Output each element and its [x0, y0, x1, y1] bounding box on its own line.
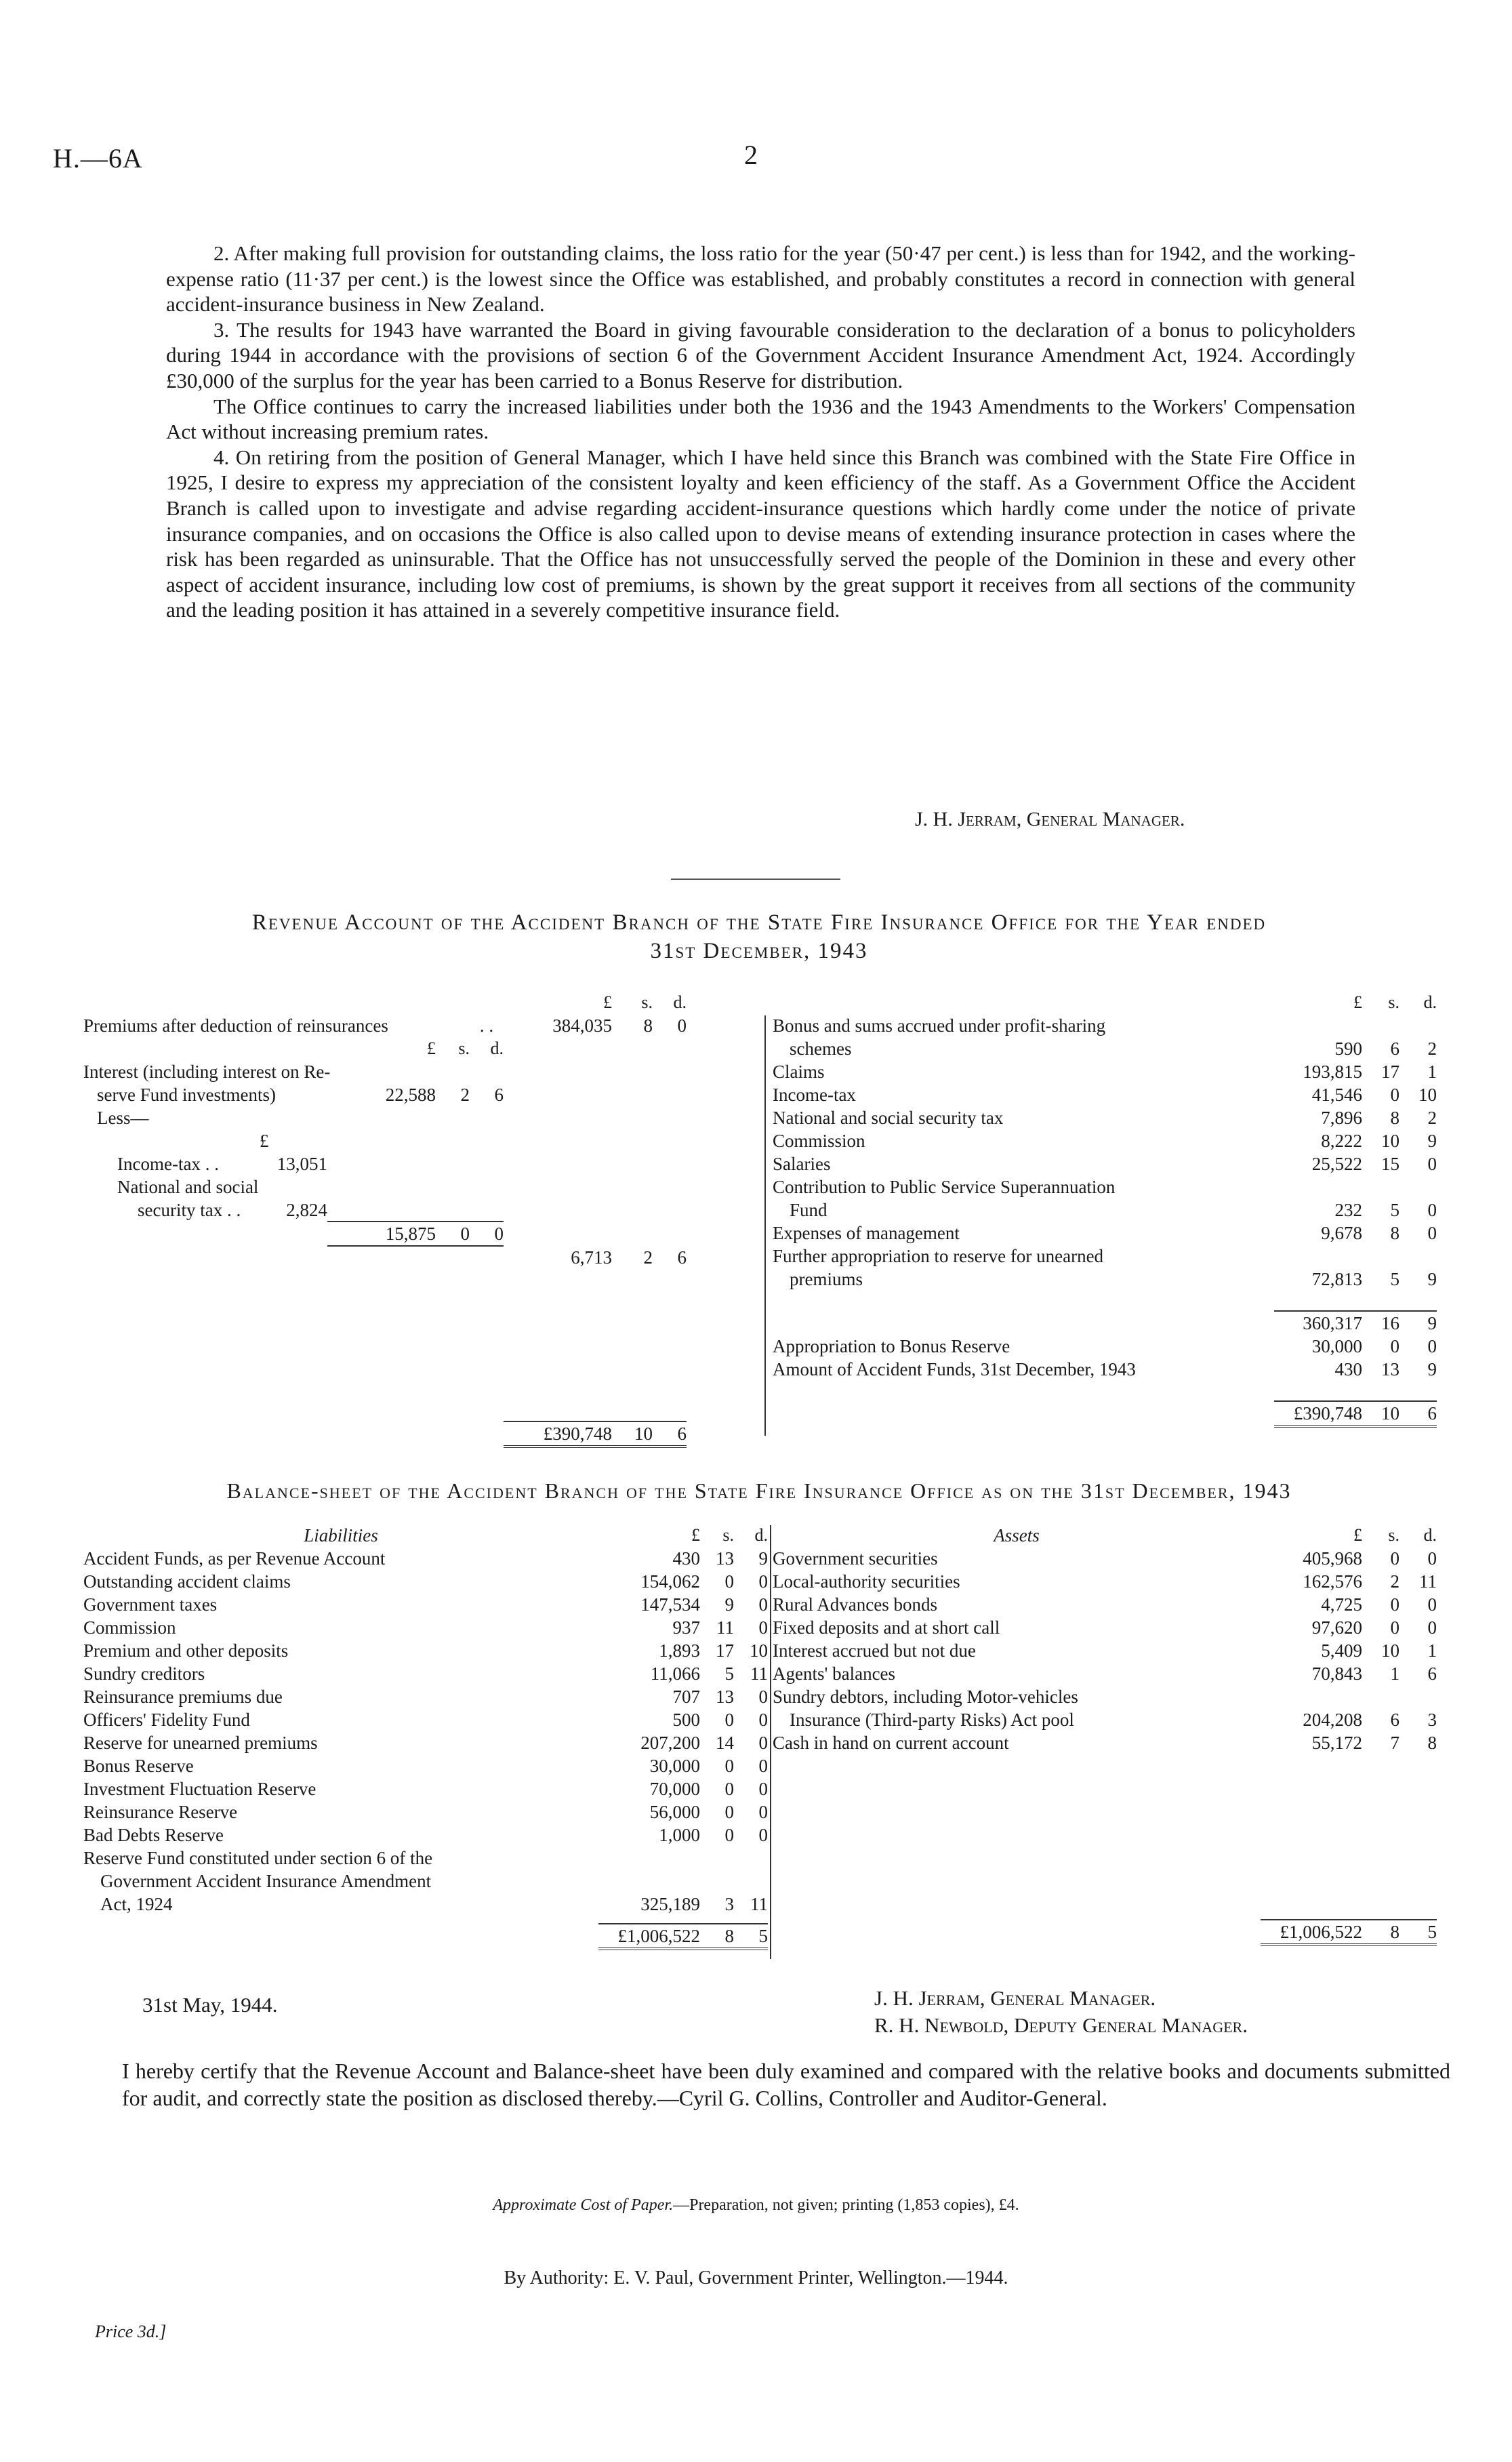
- section-divider: [671, 879, 840, 880]
- table-row: Reserve for unearned premiums 207,200 14 0: [83, 1733, 768, 1753]
- table-row: serve Fund investments) 22,588 2 6: [97, 1085, 504, 1105]
- table-row: Expenses of management 9,678 8 0: [773, 1223, 1437, 1243]
- table-row: premiums 72,813 5 9: [790, 1269, 1437, 1289]
- balance-sheet-title: Balance-sheet of the Accident Branch of the State Fire Insurance Office as on the 31st December, 1943: [226, 1478, 1292, 1503]
- paragraph-4: 4. On retiring from the position of General Manager, which I have held since this Branch was combined with the State Fire Office in 1925, I desire to express my appreciation of the consistent loyalty and keen efficiency of the staff. As a Government Office the Accident Branch is called upon to investigate and advise regarding accident-insurance questions which hardly come under the notice of private insurance companies, and on occasions the Office is also called upon to devise means of extending insurance protection in cases where the risk has been regarded as uninsurable. That the Office has not unsuccessfully served the people of the Dominion in these and every other aspect of accident insurance, including low cost of premiums, is shown by the great support it receives from all sections of the community and the leading position it has attained in a severely competitive insurance field.: [166, 445, 1355, 622]
- table-row: Cash in hand on current account 55,172 7 8: [773, 1733, 1437, 1753]
- paragraph-3b: The Office continues to carry the increased liabilities under both the 1936 and the 1943 Amendments to the Workers' Compensation Act without increasing premium rates.: [166, 394, 1355, 444]
- table-row: Reinsurance premiums due 707 13 0: [83, 1687, 768, 1707]
- table-row: Local-authority securities 162,576 2 11: [773, 1571, 1437, 1592]
- table-row: Insurance (Third-party Risks) Act pool 204,208 6 3: [790, 1710, 1437, 1730]
- table-row: Salaries 25,522 15 0: [773, 1154, 1437, 1174]
- revenue-title-line1: Revenue Account of the Accident Branch of the State Fire Insurance Office for the Year ended: [251, 910, 1267, 935]
- table-row: Sundry debtors, including Motor-vehicles: [773, 1687, 1078, 1707]
- table-row: Rural Advances bonds 4,725 0 0: [773, 1594, 1437, 1615]
- table-row: 15,875 0 0: [83, 1222, 761, 1246]
- table-row: Reserve Fund constituted under section 6 of the: [83, 1848, 433, 1868]
- signature-deputy-manager: R. H. Newbold, Deputy General Manager.: [874, 2013, 1248, 2037]
- table-row: Further appropriation to reserve for unearned: [773, 1246, 1104, 1266]
- table-row: Fixed deposits and at short call 97,620 0 0: [773, 1617, 1437, 1638]
- table-row: Investment Fluctuation Reserve 70,000 0 0: [83, 1779, 768, 1799]
- cost-of-paper: Approximate Cost of Paper.—Preparation, not given; printing (1,853 copies), £4.: [493, 2196, 1019, 2214]
- liabilities-heading: Liabilities: [304, 1525, 378, 1546]
- table-row: Sundry creditors 11,066 5 11: [83, 1663, 768, 1684]
- report-text: [166, 241, 1355, 623]
- table-row: Reinsurance Reserve 56,000 0 0: [83, 1802, 768, 1822]
- table-row: Fund 232 5 0: [790, 1200, 1437, 1220]
- revenue-income-side: [83, 991, 761, 1448]
- revenue-column-divider: [764, 1015, 766, 1436]
- signature-general-manager-2: J. H. Jerram, General Manager.: [874, 1986, 1156, 2010]
- liabilities-table: Liabilities £ s. d. Accident Funds, as per Revenue Account 430 13 9 Outstanding accident claims 154,062 0 0 Government taxes 147,534 9 0 Commission 937 11 0 Premium and other deposits 1,893 17 10 Sundry creditors 11,066 5 11 Reinsurance premiums due 707 13 0 Officers' Fidelity Fund 500 0 0 Reserve for unearned premiums 207,200 14 0 Bonus Reserve 30,000 0 0 Investment Fluctuation Reserve 70,000 0 0 Reinsurance Reserve 56,000 0 0 Bad Debts Reserve 1,000 0 0 Reserve Fund constituted under section 6 of the Government Accident Insurance Amendment Act, 1924 325,189 3 11 £1,006,522 8 5: [83, 1524, 768, 1950]
- col-shillings: s.: [641, 992, 653, 1012]
- paragraph-2: 2. After making full provision for outstanding claims, the loss ratio for the year (50·47 per cent.) is less than for 1942, and the working-expense ratio (11·37 per cent.) is the lowest since the Office was established, and probably constitutes a record in connection with general accident-insurance business in New Zealand.: [166, 241, 1355, 317]
- table-row: Claims 193,815 17 1: [773, 1062, 1437, 1082]
- table-row: Bonus and sums accrued under profit-sharing: [773, 1015, 1106, 1036]
- row-label: Premiums after deduction of reinsurances: [83, 1015, 388, 1036]
- revenue-total-right: £390,748 10 6: [773, 1401, 1437, 1426]
- audit-certificate: I hereby certify that the Revenue Account and Balance-sheet have been duly examined and compared with the relative books and documents submitted for audit, and correctly state the position as disclosed thereby.—Cyril G. Collins, Controller and Auditor-General.: [122, 2059, 1450, 2110]
- table-row: Commission 8,222 10 9: [773, 1131, 1437, 1151]
- table-row: security tax . . 2,824: [138, 1200, 327, 1220]
- table-row: Agents' balances 70,843 1 6: [773, 1663, 1437, 1684]
- table-row: Interest (including interest on Re-: [83, 1062, 331, 1082]
- revenue-total-left: £390,748 10 6: [83, 1421, 761, 1447]
- balance-signatures: [874, 1985, 1248, 2039]
- table-row: Government securities 405,968 0 0: [773, 1548, 1437, 1569]
- table-row: Outstanding accident claims 154,062 0 0: [83, 1571, 768, 1592]
- table-row: Government Accident Insurance Amendment: [100, 1871, 432, 1891]
- table-row: 360,317 16 9: [773, 1311, 1437, 1335]
- liabilities-total: £1,006,522 8 5: [83, 1924, 768, 1949]
- table-row: Contribution to Public Service Superannuation: [773, 1177, 1116, 1197]
- table-row: Act, 1924 325,189 3 11: [100, 1894, 768, 1914]
- table-row: Premiums after deduction of reinsurances . . 384,035 8 0: [83, 1015, 687, 1036]
- assets-heading: Assets: [994, 1525, 1040, 1546]
- revenue-income-table: £ s. d. Premiums after deduction of reinsurances . . 384,035 8 0 £ s. d. Interest (including interest on Re- serve Fund investments) 22,588 2 6 Less— £ Income-tax . . 13,051 National and social security tax . . 2,824 15,875 0 0 6,713 2 6 £390,748 10 6: [83, 991, 761, 1448]
- document-reference: H.—6A: [53, 143, 143, 174]
- revenue-account-title: [81, 908, 1437, 965]
- table-row: Amount of Accident Funds, 31st December, 1943 430 13 9: [773, 1359, 1437, 1379]
- table-row: Premium and other deposits 1,893 17 10: [83, 1640, 768, 1661]
- printer-authority: By Authority: E. V. Paul, Government Printer, Wellington.—1944.: [504, 2267, 1008, 2288]
- table-row: Accident Funds, as per Revenue Account 430 13 9: [83, 1548, 768, 1569]
- table-row: Interest accrued but not due 5,409 10 1: [773, 1640, 1437, 1661]
- table-row: Commission 937 11 0: [83, 1617, 768, 1638]
- table-row: schemes 590 6 2: [790, 1038, 1437, 1059]
- table-row: Income-tax 41,546 0 10: [773, 1085, 1437, 1105]
- col-pence: d.: [673, 992, 687, 1012]
- price: Price 3d.]: [95, 2322, 167, 2341]
- balance-column-divider: [770, 1525, 771, 1959]
- assets-total: £1,006,522 8 5: [773, 1920, 1437, 1945]
- table-row: Bad Debts Reserve 1,000 0 0: [83, 1825, 768, 1845]
- table-row: Government taxes 147,534 9 0: [83, 1594, 768, 1615]
- assets-table: Assets £ s. d. Government securities 405,968 0 0 Local-authority securities 162,576 2 11 Rural Advances bonds 4,725 0 0 Fixed deposits and at short call 97,620 0 0 Interest accrued but not due 5,409 10 1 Agents' balances 70,843 1 6 Sundry debtors, including Motor-vehicles Insurance (Third-party Risks) Act pool 204,208 6 3 Cash in hand on current account 55,172 7 8 £1,006,522 8 5: [773, 1524, 1437, 1946]
- liabilities-side: [83, 1524, 768, 1950]
- page-number: 2: [744, 140, 758, 170]
- assets-side: [773, 1524, 1437, 1946]
- revenue-expenditure-table: £ s. d. Bonus and sums accrued under profit-sharing schemes 590 6 2 Claims 193,815 17 1 Income-tax 41,546 0 10 National and social security tax 7,896 8 2 Commission 8,222 10 9 Salaries 25,522 15 0 Contribution to Public Service Superannuation Fund 232 5 0 Expenses of management 9,678 8 0 Further appropriation to reserve for unearned premiums 72,813 5 9 360,317 16 9 Appropriation to Bonus Reserve 30,000 0 0 Amount of Accident Funds, 31st December, 1943 430 13 9 £390,748 10 6: [773, 991, 1437, 1428]
- report-date: 31st May, 1944.: [142, 1993, 278, 2017]
- table-row: Officers' Fidelity Fund 500 0 0: [83, 1710, 768, 1730]
- table-row: National and social security tax 7,896 8 2: [773, 1108, 1437, 1128]
- revenue-title-line2: 31st December, 1943: [650, 939, 868, 963]
- paragraph-3: 3. The results for 1943 have warranted the Board in giving favourable consideration to the declaration of a bonus to policyholders during 1944 in accordance with the provisions of section 6 of the Government Accident Insurance Amendment Act, 1924. Accordingly £30,000 of the surplus for the year has been carried to a Bonus Reserve for distribution.: [166, 317, 1355, 392]
- table-row: Income-tax . . 13,051: [117, 1154, 327, 1174]
- signature-general-manager: J. H. Jerram, General Manager.: [915, 808, 1185, 830]
- col-pounds: £: [603, 992, 612, 1012]
- table-row: 6,713 2 6: [83, 1246, 761, 1269]
- table-row: Bonus Reserve 30,000 0 0: [83, 1756, 768, 1776]
- table-row: Appropriation to Bonus Reserve 30,000 0 0: [773, 1336, 1437, 1356]
- revenue-expenditure-side: [773, 991, 1437, 1428]
